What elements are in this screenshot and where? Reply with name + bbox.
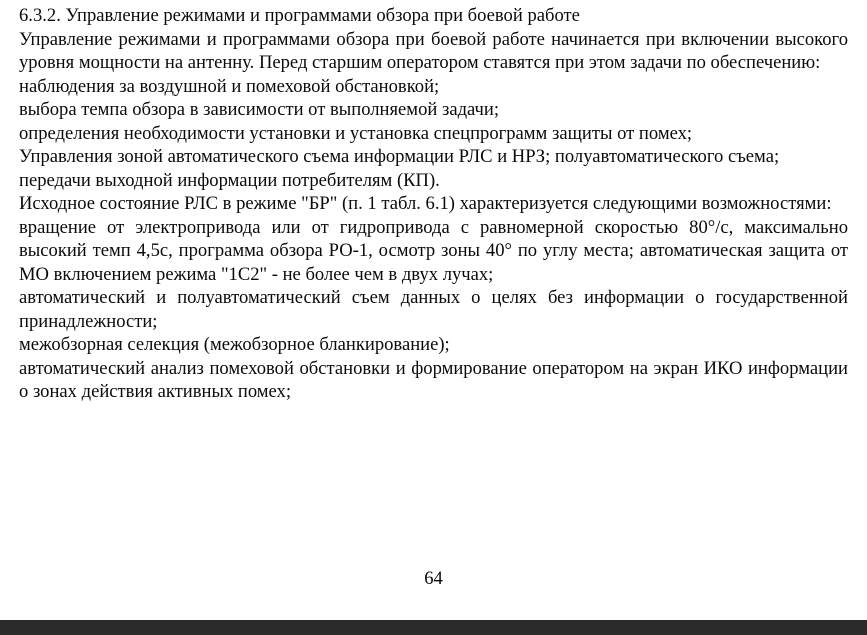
paragraph-task-output-transfer: передачи выходной информации потребителям (КП). [19, 169, 440, 191]
paragraph-task-observation: наблюдения за воздушной и помеховой обстановкой; [19, 75, 440, 97]
bottom-bar [0, 620, 867, 635]
paragraph-jamming-analysis: автоматический анализ помеховой обстановки и формирование оператором на экран ИКО информации о зонах действия активных помех; [19, 357, 848, 402]
document-body [19, 4, 848, 404]
paragraph-task-jamming-protection: определения необходимости установки и установка спецпрограмм защиты от помех; [19, 122, 693, 144]
paragraph-intro: Управление режимами и программами обзора при боевой работе начинается при включении высокого уровня мощности на антенну. Перед старшим оператором ставятся при этом задачи по обеспечению: [19, 28, 848, 73]
paragraph-initial-state: Исходное состояние РЛС в режиме "БР" (п. 1 табл. 6.1) характеризуется следующими возможностями: [19, 193, 832, 214]
paragraph-rotation-params: вращение от электропривода или от гидропривода с равномерной скоростью 80°/c, максимально высокий темп 4,5с, программа обзора РО-1, осмотр зоны 40° по углу места; автоматическая защита от МО включением режима "1С2" - не более чем в двух лучах; [19, 216, 848, 285]
paragraph-data-acquisition: автоматический и полуавтоматический съем данных о целях без информации о государственной принадлежности; [19, 287, 848, 332]
paragraph-task-zone-control: Управления зоной автоматического съема информации РЛС и НРЗ; полуавтоматического съема; [19, 146, 780, 167]
section-heading: 6.3.2. Управление режимами и программами обзора при боевой работе [19, 5, 580, 26]
paragraph-interscan-selection: межобзорная селекция (межобзорное бланкирование); [19, 334, 450, 355]
paragraph-task-scan-rate: выбора темпа обзора в зависимости от выполняемой задачи; [19, 99, 500, 120]
page-number: 64 [424, 568, 443, 589]
